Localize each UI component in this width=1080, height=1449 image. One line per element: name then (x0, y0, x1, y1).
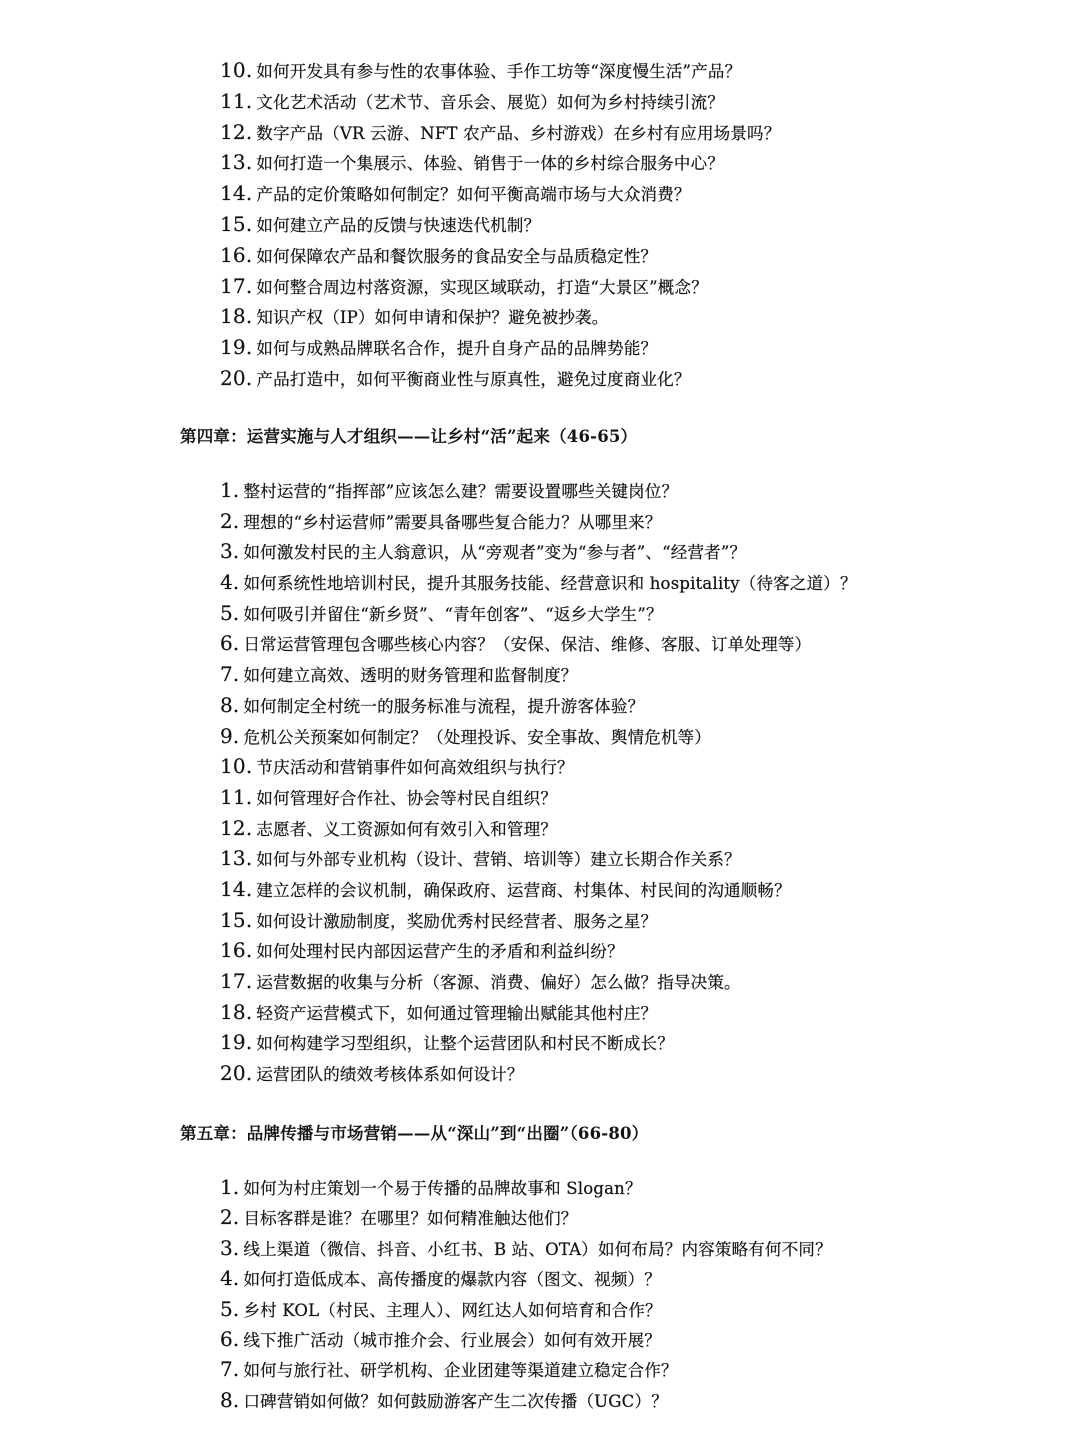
item-text: 线下推广活动（城市推介会、行业展会）如何有效开展？ (243, 1330, 661, 1350)
list-item (220, 1266, 1040, 1296)
item-text: 轻资产运营模式下，如何通过管理输出赋能其他村庄？ (256, 1003, 658, 1023)
item-text: 志愿者、义工资源如何有效引入和管理？ (256, 819, 558, 839)
item-number: 1. (220, 478, 240, 502)
item-number: 16. (220, 938, 253, 963)
item-text: 如何构建学习型组织，让整个运营团队和村民不断成长？ (256, 1034, 674, 1054)
list-item (220, 816, 1040, 847)
item-text: 如何打造低成本、高传播度的爆款内容（图文、视频）？ (243, 1270, 661, 1290)
item-number: 4. (220, 570, 240, 595)
item-number: 2. (220, 1205, 240, 1230)
item-text: 文化艺术活动（艺术节、音乐会、展览）如何为乡村持续引流？ (256, 92, 725, 112)
list-item (220, 631, 1040, 662)
item-text: 运营数据的收集与分析（客源、消费、偏好）怎么做？指导决策。 (256, 973, 741, 992)
item-number: 18. (220, 304, 253, 329)
item-number: 17. (220, 273, 253, 298)
list-item (220, 243, 1040, 274)
item-text: 数字产品（VR 云游、NFT 农产品、乡村游戏）在乡村有应用场景吗？ (256, 123, 781, 143)
chapter5-question-list (220, 1175, 1040, 1418)
list-item (220, 89, 1040, 120)
item-text: 如何吸引并留住“新乡贤”、“青年创客”、“返乡大学生”？ (243, 604, 663, 624)
item-number: 10. (220, 754, 253, 779)
item-number: 12. (220, 815, 253, 840)
chapter5-title: 第五章：品牌传播与市场营销——从“深山”到“出圈”（66-80） (180, 1124, 649, 1143)
item-number: 8. (220, 1387, 240, 1412)
item-text: 乡村 KOL（村民、主理人）、网红达人如何培育和合作？ (243, 1300, 662, 1320)
list-item (220, 58, 1040, 89)
list-item (220, 693, 1040, 724)
list-item (220, 1030, 1040, 1061)
item-text: 建立怎样的会议机制，确保政府、运营商、村集体、村民间的沟通顺畅？ (256, 880, 791, 900)
list-item (220, 150, 1040, 181)
item-text: 线上渠道（微信、抖音、小红书、B 站、OTA）如何布局？内容策略有何不同？ (243, 1239, 832, 1259)
item-text: 知识产权（IP）如何申请和保护？避免被抄袭。 (256, 308, 609, 328)
item-text: 如何与旅行社、研学机构、企业团建等渠道建立稳定合作？ (243, 1361, 678, 1381)
list-item (220, 1000, 1040, 1031)
list-item (220, 785, 1040, 816)
list-item (220, 539, 1040, 570)
item-number: 11. (220, 88, 253, 113)
item-text: 产品打造中，如何平衡商业性与原真性，避免过度商业化？ (256, 369, 691, 389)
chapter3-question-list (220, 58, 1040, 397)
list-item (220, 754, 1040, 785)
list-item (220, 1297, 1040, 1327)
list-item (220, 908, 1040, 939)
item-number: 6. (220, 631, 240, 656)
list-item (220, 1327, 1040, 1357)
list-item (220, 846, 1040, 877)
list-item (220, 335, 1040, 366)
item-number: 3. (220, 1235, 240, 1260)
item-number: 13. (220, 150, 253, 175)
list-item (220, 212, 1040, 243)
list-item (220, 1357, 1040, 1387)
item-number: 6. (220, 1326, 240, 1351)
item-text: 如何管理好合作社、协会等村民自组织？ (256, 788, 558, 808)
item-number: 7. (220, 1357, 240, 1382)
item-number: 13. (220, 846, 253, 871)
item-number: 5. (220, 1296, 240, 1321)
item-number: 15. (220, 907, 253, 932)
item-text: 如何开发具有参与性的农事体验、手作工坊等“深度慢生活”产品？ (256, 62, 742, 81)
item-text: 理想的“乡村运营师”需要具备哪些复合能力？从哪里来？ (243, 512, 662, 532)
list-item (220, 304, 1040, 335)
item-number: 20. (220, 1061, 253, 1086)
list-item (220, 509, 1040, 540)
item-number: 9. (220, 723, 240, 748)
list-item (220, 366, 1040, 397)
list-item (220, 120, 1040, 151)
list-item (220, 662, 1040, 693)
list-item (220, 1205, 1040, 1235)
list-item (220, 969, 1040, 1000)
list-item (220, 181, 1040, 212)
item-number: 14. (220, 876, 253, 901)
item-text: 如何制定全村统一的服务标准与流程，提升游客体验？ (243, 696, 645, 716)
item-text: 如何建立高效、透明的财务管理和监督制度？ (243, 666, 578, 686)
item-number: 17. (220, 969, 253, 993)
item-number: 14. (220, 181, 253, 206)
list-item (220, 601, 1040, 632)
list-item (220, 1236, 1040, 1266)
item-text: 日常运营管理包含哪些核心内容？（安保、保洁、维修、客服、订单处理等） (243, 635, 812, 655)
item-text: 目标客群是谁？在哪里？如何精准触达他们？ (243, 1209, 578, 1229)
list-item (220, 478, 1040, 509)
item-text: 危机公关预案如何制定？（处理投诉、安全事故、舆情危机等） (243, 727, 712, 747)
item-number: 10. (220, 58, 253, 82)
item-text: 运营团队的绩效考核体系如何设计？ (256, 1065, 524, 1085)
item-number: 20. (220, 365, 253, 390)
item-text: 如何处理村民内部因运营产生的矛盾和利益纠纷？ (256, 942, 624, 962)
list-item (220, 274, 1040, 305)
list-item (220, 570, 1040, 601)
item-number: 8. (220, 692, 240, 717)
item-text: 如何保障农产品和餐饮服务的食品安全与品质稳定性？ (256, 246, 658, 266)
item-text: 节庆活动和营销事件如何高效组织与执行？ (256, 758, 574, 778)
chapter4-question-list (220, 478, 1040, 1092)
list-item (220, 724, 1040, 755)
item-number: 1. (220, 1175, 240, 1199)
item-number: 2. (220, 508, 240, 533)
item-text: 如何整合周边村落资源，实现区域联动，打造“大景区”概念？ (256, 277, 708, 297)
item-number: 4. (220, 1266, 240, 1291)
item-number: 11. (220, 784, 253, 809)
item-text: 产品的定价策略如何制定？如何平衡高端市场与大众消费？ (256, 185, 691, 205)
item-text: 如何打造一个集展示、体验、销售于一体的乡村综合服务中心？ (256, 154, 725, 174)
list-item (220, 1388, 1040, 1418)
item-text: 如何与外部专业机构（设计、营销、培训等）建立长期合作关系？ (256, 850, 741, 870)
chapter4-title: 第四章：运营实施与人才组织——让乡村“活”起来（46-65） (180, 427, 638, 446)
list-item (220, 1175, 1040, 1205)
item-number: 15. (220, 211, 253, 236)
item-number: 5. (220, 600, 240, 625)
item-number: 19. (220, 1030, 253, 1055)
list-item (220, 877, 1040, 908)
list-item (220, 938, 1040, 969)
item-number: 18. (220, 999, 253, 1024)
item-text: 如何建立产品的反馈与快速迭代机制？ (256, 215, 541, 235)
item-number: 3. (220, 539, 240, 564)
item-text: 如何系统性地培训村民，提升其服务技能、经营意识和 hospitality（待客之道）？ (243, 574, 857, 594)
list-item (220, 1061, 1040, 1092)
item-number: 12. (220, 119, 253, 144)
item-number: 16. (220, 242, 253, 267)
item-text: 口碑营销如何做？如何鼓励游客产生二次传播（UGC）？ (243, 1391, 668, 1411)
item-text: 如何激发村民的主人翁意识，从“旁观者”变为“参与者”、“经营者”？ (243, 543, 747, 563)
item-number: 19. (220, 335, 253, 360)
item-text: 整村运营的“指挥部”应该怎么建？需要设置哪些关键岗位？ (243, 482, 679, 501)
item-text: 如何为村庄策划一个易于传播的品牌故事和 Slogan？ (243, 1179, 642, 1198)
item-number: 7. (220, 662, 240, 687)
item-text: 如何设计激励制度，奖励优秀村民经营者、服务之星？ (256, 911, 658, 931)
item-text: 如何与成熟品牌联名合作，提升自身产品的品牌势能？ (256, 339, 658, 359)
